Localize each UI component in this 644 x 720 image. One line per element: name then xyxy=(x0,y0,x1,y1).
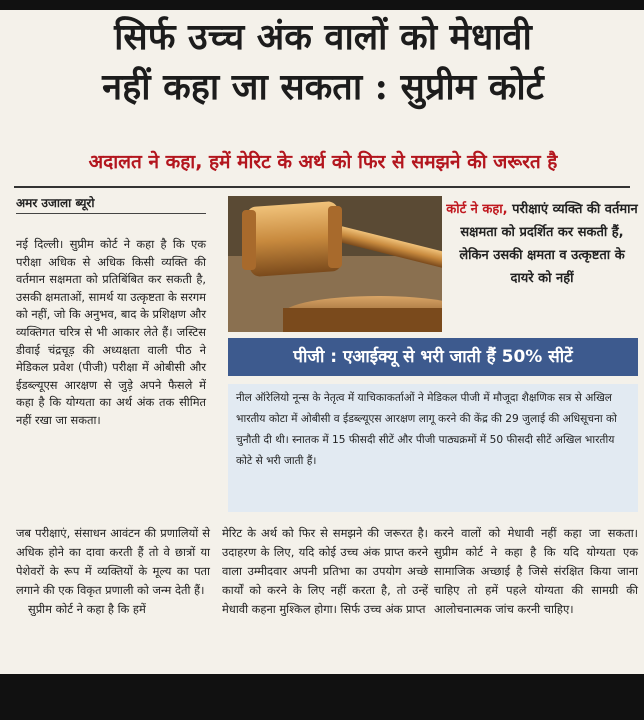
pull-quote-lead: कोर्ट ने कहा, xyxy=(446,202,508,217)
pull-quote-text: परीक्षाएं व्यक्ति की वर्तमान सक्षमता को प्रदर्शित कर सकती हैं, लेकिन उसकी क्षमता व उत्कृष्टता के दायरे को नहीं xyxy=(459,202,638,286)
column-2 xyxy=(222,524,428,619)
column-2-text: मेरिट के अर्थ को फिर से समझने की जरूरत है। उदाहरण के लिए, यदि कोई उच्च अंक प्राप्त करने वाला उम्मीदवार अपनी प्रतिभा का उपयोग अच्छे कार्यों को करने के लिए नहीं करता है, तो उन्हें मेधावी कहना मुश्किल होगा। सिर्फ उच्च अंक प्राप्त xyxy=(222,526,428,616)
headline-line-1: सिर्फ उच्च अंक वालों को मेधावी xyxy=(114,16,532,58)
column-1-text: जब परीक्षाएं, संसाधन आवंटन की प्रणालियों से अधिक होने का दावा करती हैं तो वे छात्रों या पेशेवरों के रूप में व्यक्तियों के मूल्य का पता लगाने की एक विकृत प्रणाली को जन्म देती हैं। xyxy=(16,526,210,597)
column-1-text-2: सुप्रीम कोर्ट ने कहा है कि हमें xyxy=(28,602,146,616)
subheadline: अदालत ने कहा, हमें मेरिट के अर्थ को फिर से समझने की जरूरत है xyxy=(88,151,558,173)
info-box-text: नील ऑरेलियो नून्स के नेतृत्व में याचिकाकर्ताओं ने मेडिकल पीजी में मौजूदा शैक्षणिक सत्र से अखिल भारतीय कोटा में ओबीसी व ईडब्ल्यूएस आरक्षण लागू करने की केंद्र की 29 जुलाई की अधिसूचना को चुनौती दी थी। स्नातक में 15 फीसदी सीटें और पीजी पाठ्यक्रमों में 50 फीसदी सीटें अखिल भारतीय कोटे से भरी जाती हैं। xyxy=(236,392,617,467)
headline-line-2: नहीं कहा जा सकता : सुप्रीम कोर्ट xyxy=(102,66,544,108)
box-title: पीजी : एआईक्यू से भरी जाती हैं 50% सीटें xyxy=(228,338,638,376)
gavel-icon xyxy=(228,196,442,332)
column-3 xyxy=(434,524,638,619)
pull-quote xyxy=(446,198,638,290)
lead-paragraph: नई दिल्ली। सुप्रीम कोर्ट ने कहा है कि एक परीक्षा अधिक से अधिक किसी व्यक्ति की वर्तमान सक्षमता को प्रतिबिंबित कर सकती है, उसकी क्षमताओं, सामर्थ या उत्कृष्टता के सरगम को नहीं, जो कि अनुभव, बाद के प्रशिक्षण और व्यक्तिगत चरित्र से भी आकार लेते हैं। जस्टिस डीवाई चंद्रचूड़ की अध्यक्षता वाली पीठ ने मेडिकल प्रवेश (पीजी) परीक्षा में ओबीसी और ईडब्ल्यूएस आरक्षण से जुड़े अपने फैसले में कहा है कि योग्यता का अर्थ अंक तक सीमित नहीं रखा जा सकता। xyxy=(16,237,206,427)
headline xyxy=(12,12,634,112)
info-box xyxy=(228,384,638,512)
divider xyxy=(14,186,630,188)
column-3-text: करने वालों को मेधावी नहीं कहा जा सकता। सुप्रीम कोर्ट ने कहा है कि यदि योग्यता एक सामाजिक अच्छाई है जिसे संरक्षित किया जाना चाहिए तो हमें पहले योग्यता की सामग्री की आलोचनात्मक जांच करनी चाहिए। xyxy=(434,526,638,616)
bottom-border xyxy=(0,674,644,720)
byline: अमर उजाला ब्यूरो xyxy=(16,196,95,210)
gavel-image xyxy=(228,196,442,332)
column-1 xyxy=(16,524,210,619)
top-border xyxy=(0,0,644,10)
byline-divider xyxy=(16,213,206,214)
